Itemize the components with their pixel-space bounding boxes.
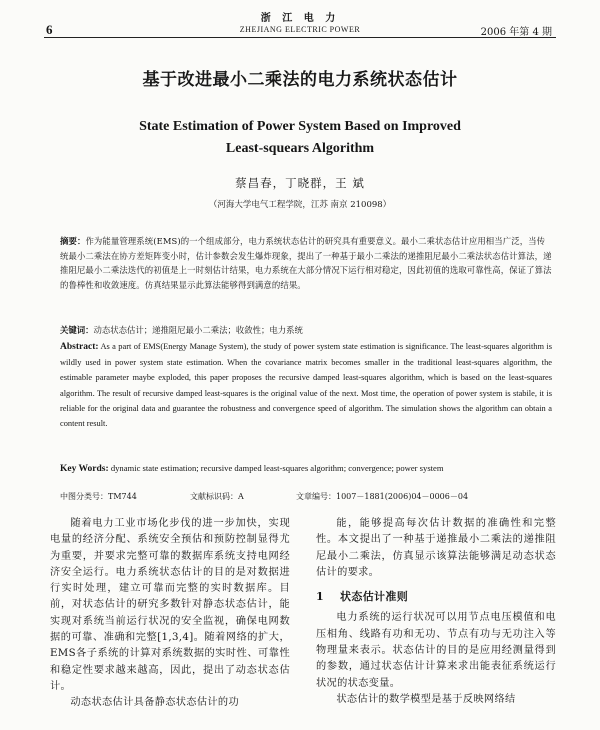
journal-issue: 2006 年第 4 期	[480, 27, 552, 38]
body-paragraph: 状态估计的数学模型是基于反映网络结	[336, 693, 516, 705]
article-number: 文章编号：1007－1881(2006)04－0006－04	[296, 492, 469, 501]
document-code: 文献标识码：A	[190, 492, 244, 501]
journal-title-en: ZHEJIANG ELECTRIC POWER	[239, 25, 361, 34]
abstract-cn-text: 作为能量管理系统(EMS)的一个组成部分，电力系统状态估计的研究具有重要意义。最小二乘状态估计应用相当广泛，当传统最小二乘法在协方差矩阵变小时，估计参数会发生爆炸现象，提出了一种基于最小二乘法的递推阻尼最小二乘法状态估计算法，递推阻尼最小二乘法迭代的初值是上一时刻估计结果，电力系统在大部分情况下运行相对稳定，因此初值的选取可靠性高，保证了算法的鲁棒性和收敛速度。仿真结果显示此算法能够得到满意的结果。	[60, 236, 552, 290]
abstract-en-label: Abstract:	[60, 342, 99, 352]
keywords-en-text: dynamic state estimation; recursive damped least-squares algorithm; convergence; power system	[110, 463, 444, 473]
abstract-cn	[60, 234, 552, 292]
page-number: 6	[46, 22, 53, 37]
section-title: 状态估计准则	[340, 590, 409, 604]
section-number: 1	[316, 590, 325, 604]
keywords-cn-text: 动态状态估计；递推阻尼最小二乘法；收敛性；电力系统	[93, 325, 303, 335]
body-paragraph: 能，能够提高每次估计数据的准确性和完整性。本文提出了一种基于递推最小二乘法的递推阻尼最小二乘法，仿真显示该算法能够满足动态状态估计的要求。	[316, 518, 556, 578]
section-heading	[316, 589, 556, 605]
clc-number: 中图分类号：TM744	[60, 492, 137, 501]
keywords-en-label: Key Words:	[60, 464, 109, 474]
paper-title-cn: 基于改进最小二乘法的电力系统状态估计	[142, 70, 458, 90]
body-column-left	[50, 516, 290, 712]
abstract-en	[60, 339, 552, 431]
affiliation: （河海大学电气工程学院，江苏 南京 210098）	[208, 200, 392, 210]
body-paragraph: 随着电力工业市场化步伐的进一步加快，实现电量的经济分配、系统安全预估和预防控制显得尤为重要，并要求完整可靠的数据库系统支持电网经济安全运行。电力系统状态估计的目的是对数据进行实时处理，建立可靠而完整的实时数据库。目前，对状态估计的研究多数针对静态状态估计，能实现对系统当前运行状况的安全监视，确保电网数据的可靠、准确和完整[1,3,4]。随着网络的扩大，EMS各子系统的计算对系统数据的实时性、可靠性和稳定性要求越来越高，因此，提出了动态状态估计。	[50, 518, 290, 692]
paper-title-en-line-1: State Estimation of Power System Based on Improved	[139, 119, 461, 134]
body-paragraph: 动态状态估计具备静态状态估计的功	[70, 697, 239, 709]
keywords-en	[60, 461, 552, 477]
body-column-right	[316, 516, 556, 708]
keywords-cn	[60, 323, 552, 337]
abstract-en-text: As a part of EMS(Energy Manage System), the study of power system state estimation is significance. The least-squares algorithm is wildly used in power system state estimation. When the covariance matrix becomes smaller in the traditional least-squares algorithm, the estimable parameter maybe exploded, this paper proposes the recursive damped least-squares algorithm, which is based on the least-squares algorithm. The result of recursive damped least-squares is the original value of the next. Most time, the operation of power system is stabile, it is reliable for the original data and guarantee the robustness and convergence speed of algorithm. The simulation shows the algorithm can obtain a content result.	[60, 342, 552, 429]
abstract-cn-label: 摘要：	[60, 236, 86, 246]
body-paragraph: 电力系统的运行状况可以用节点电压模值和电压相角、线路有功和无功、节点有功与无功注入等物理量来表示。状态估计的目的是应用经测量得到的参数，通过状态估计计算来求出能表征系统运行状况的状态变量。	[316, 612, 556, 689]
header-rule	[44, 37, 556, 38]
paper-title-en	[0, 116, 600, 160]
authors: 蔡昌春，丁晓群，王 斌	[235, 176, 365, 190]
paper-title-en-line-2: Least-squears Algorithm	[225, 141, 375, 156]
keywords-cn-label: 关键词：	[60, 325, 94, 335]
journal-title-cn: 浙 江 电 力	[260, 13, 340, 24]
